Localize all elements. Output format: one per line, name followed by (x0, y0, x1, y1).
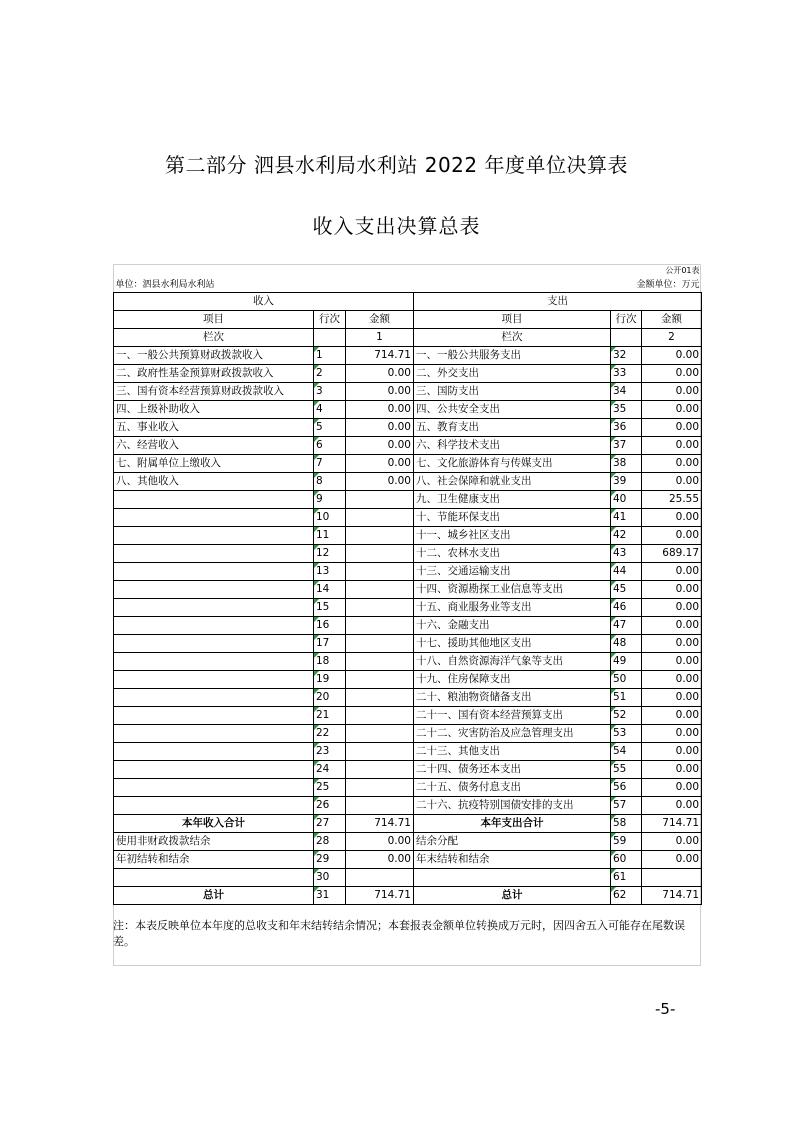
income-amount-cell (346, 527, 414, 545)
expense-item-cell: 十六、金融支出 (414, 617, 611, 635)
grand-total-income-line: 31 (314, 887, 346, 905)
expense-line-cell: 32 (611, 347, 642, 365)
table-row (114, 653, 702, 671)
income-line-cell: 17 (314, 635, 346, 653)
expense-amount-cell: 25.55 (642, 491, 702, 509)
income-line-header: 行次 (314, 311, 346, 329)
expense-line-cell: 42 (611, 527, 642, 545)
income-line-cell: 6 (314, 437, 346, 455)
income-amount-cell (346, 797, 414, 815)
expense-lanci-blank (611, 329, 642, 347)
expense-amount-cell: 0.00 (642, 383, 702, 401)
income-item-cell (114, 545, 314, 563)
table-row (114, 617, 702, 635)
table-row (114, 491, 702, 509)
table-row (114, 365, 702, 383)
income-line-cell: 18 (314, 653, 346, 671)
table-row (114, 401, 702, 419)
expense-item-cell: 十三、交通运输支出 (414, 563, 611, 581)
expense-amount-cell: 0.00 (642, 419, 702, 437)
income-item-cell (114, 617, 314, 635)
income-amount-cell (346, 653, 414, 671)
table-row (114, 689, 702, 707)
expense-line-cell: 33 (611, 365, 642, 383)
income-line-cell: 22 (314, 725, 346, 743)
page-number: -5- (655, 1000, 676, 1018)
expense-item-cell: 四、公共安全支出 (414, 401, 611, 419)
income-line-cell: 26 (314, 797, 346, 815)
income-line-cell: 30 (314, 869, 346, 887)
table-row (114, 599, 702, 617)
income-line-cell: 25 (314, 779, 346, 797)
expense-amount-cell: 0.00 (642, 797, 702, 815)
income-amount-cell (346, 743, 414, 761)
expense-line-cell: 52 (611, 707, 642, 725)
expense-item-cell: 五、教育支出 (414, 419, 611, 437)
table-row (114, 761, 702, 779)
amount-unit: 金额单位：万元 (414, 278, 702, 293)
income-line-cell: 3 (314, 383, 346, 401)
income-item-cell (114, 707, 314, 725)
income-amount-cell: 0.00 (346, 833, 414, 851)
income-total-line: 27 (314, 815, 346, 833)
income-item-cell: 七、附属单位上缴收入 (114, 455, 314, 473)
table-row (114, 725, 702, 743)
income-line-cell: 15 (314, 599, 346, 617)
income-amount-cell: 0.00 (346, 365, 414, 383)
grand-total-income-label: 总计 (114, 887, 314, 905)
income-amount-cell: 0.00 (346, 473, 414, 491)
table-row (114, 545, 702, 563)
expense-item-cell: 十、节能环保支出 (414, 509, 611, 527)
expense-line-cell: 35 (611, 401, 642, 419)
expense-item-cell: 十八、自然资源海洋气象等支出 (414, 653, 611, 671)
income-line-cell: 21 (314, 707, 346, 725)
income-lanci-value: 1 (346, 329, 414, 347)
income-amount-cell (346, 599, 414, 617)
expense-line-cell: 43 (611, 545, 642, 563)
income-amount-cell: 0.00 (346, 401, 414, 419)
income-line-cell: 20 (314, 689, 346, 707)
expense-amount-cell: 0.00 (642, 761, 702, 779)
expense-line-cell: 57 (611, 797, 642, 815)
expense-item-cell: 一、一般公共服务支出 (414, 347, 611, 365)
expense-item-cell: 二十四、债务还本支出 (414, 761, 611, 779)
expense-item-cell: 二十、粮油物资储备支出 (414, 689, 611, 707)
expense-item-cell (414, 869, 611, 887)
grand-total-expense-amount: 714.71 (642, 887, 702, 905)
table-row (114, 527, 702, 545)
expense-total-line: 58 (611, 815, 642, 833)
table-row (114, 383, 702, 401)
expense-item-cell: 九、卫生健康支出 (414, 491, 611, 509)
income-amount-cell (346, 617, 414, 635)
expense-amount-cell: 0.00 (642, 365, 702, 383)
table-row (114, 779, 702, 797)
income-item-cell (114, 527, 314, 545)
expense-amount-cell: 0.00 (642, 473, 702, 491)
expense-line-cell: 61 (611, 869, 642, 887)
income-line-cell: 28 (314, 833, 346, 851)
income-line-cell: 11 (314, 527, 346, 545)
income-item-cell (114, 869, 314, 887)
expense-line-cell: 46 (611, 599, 642, 617)
expense-item-cell: 六、科学技术支出 (414, 437, 611, 455)
expense-item-header: 项目 (414, 311, 611, 329)
expense-item-cell: 十九、住房保障支出 (414, 671, 611, 689)
income-line-cell: 9 (314, 491, 346, 509)
expense-line-cell: 40 (611, 491, 642, 509)
income-amount-cell: 0.00 (346, 419, 414, 437)
expense-amount-cell: 689.17 (642, 545, 702, 563)
page-title: 第二部分 泗县水利局水利站 2022 年度单位决算表 (165, 153, 628, 177)
expense-line-cell: 51 (611, 689, 642, 707)
income-item-cell (114, 743, 314, 761)
income-line-cell: 16 (314, 617, 346, 635)
expense-amount-cell: 0.00 (642, 779, 702, 797)
income-item-cell: 六、经营收入 (114, 437, 314, 455)
expense-line-cell: 37 (611, 437, 642, 455)
expense-line-cell: 49 (611, 653, 642, 671)
expense-amount-cell: 0.00 (642, 743, 702, 761)
table-row (114, 509, 702, 527)
income-item-cell (114, 671, 314, 689)
expense-lanci-value: 2 (642, 329, 702, 347)
expense-amount-cell: 0.00 (642, 833, 702, 851)
expense-amount-cell: 0.00 (642, 617, 702, 635)
table-row (114, 707, 702, 725)
table-row (114, 671, 702, 689)
income-item-cell: 年初结转和结余 (114, 851, 314, 869)
expense-amount-cell: 0.00 (642, 707, 702, 725)
expense-amount-cell (642, 869, 702, 887)
expense-amount-cell: 0.00 (642, 509, 702, 527)
expense-line-cell: 53 (611, 725, 642, 743)
expense-item-cell: 十七、援助其他地区支出 (414, 635, 611, 653)
income-item-cell (114, 581, 314, 599)
income-item-header: 项目 (114, 311, 314, 329)
income-amount-cell (346, 491, 414, 509)
expense-amount-cell: 0.00 (642, 527, 702, 545)
income-item-cell (114, 563, 314, 581)
grand-total-row (114, 887, 702, 905)
expense-line-cell: 55 (611, 761, 642, 779)
expense-item-cell: 八、社会保障和就业支出 (414, 473, 611, 491)
table-row (114, 455, 702, 473)
income-line-cell: 12 (314, 545, 346, 563)
expense-amount-cell: 0.00 (642, 653, 702, 671)
table-row (114, 635, 702, 653)
expense-line-cell: 41 (611, 509, 642, 527)
unit-label: 单位：泗县水利局水利站 (114, 278, 414, 293)
expense-amount-cell: 0.00 (642, 401, 702, 419)
year-total-row (114, 815, 702, 833)
expense-group-header: 支出 (414, 293, 702, 311)
expense-line-cell: 34 (611, 383, 642, 401)
table-row (114, 563, 702, 581)
income-item-cell (114, 779, 314, 797)
income-line-cell: 24 (314, 761, 346, 779)
expense-item-cell: 十一、城乡社区支出 (414, 527, 611, 545)
income-lanci-label: 栏次 (114, 329, 314, 347)
income-line-cell: 2 (314, 365, 346, 383)
expense-item-cell: 二十五、债务付息支出 (414, 779, 611, 797)
expense-line-cell: 60 (611, 851, 642, 869)
income-amount-cell (346, 779, 414, 797)
table-row (114, 473, 702, 491)
table-row (114, 743, 702, 761)
income-amount-cell (346, 563, 414, 581)
expense-amount-cell: 0.00 (642, 455, 702, 473)
expense-item-cell: 十四、资源勘探工业信息等支出 (414, 581, 611, 599)
income-amount-cell: 714.71 (346, 347, 414, 365)
expense-amount-cell: 0.00 (642, 347, 702, 365)
income-line-cell: 10 (314, 509, 346, 527)
table-row (114, 833, 702, 851)
table-row (114, 581, 702, 599)
income-line-cell: 4 (314, 401, 346, 419)
income-item-cell (114, 509, 314, 527)
expense-amount-cell: 0.00 (642, 599, 702, 617)
income-item-cell (114, 725, 314, 743)
expense-item-cell: 二十一、国有资本经营预算支出 (414, 707, 611, 725)
income-item-cell (114, 689, 314, 707)
expense-line-cell: 54 (611, 743, 642, 761)
table-row (114, 797, 702, 815)
income-amount-cell: 0.00 (346, 455, 414, 473)
table-title: 收入支出决算总表 (312, 214, 481, 238)
expense-item-cell: 十五、商业服务业等支出 (414, 599, 611, 617)
table-row (114, 437, 702, 455)
expense-lanci-label: 栏次 (414, 329, 611, 347)
expense-line-cell: 48 (611, 635, 642, 653)
expense-amount-cell: 0.00 (642, 563, 702, 581)
income-amount-cell: 0.00 (346, 383, 414, 401)
expense-item-cell: 三、国防支出 (414, 383, 611, 401)
income-item-cell: 使用非财政拨款结余 (114, 833, 314, 851)
income-item-cell (114, 599, 314, 617)
income-amount-cell: 0.00 (346, 437, 414, 455)
income-amount-cell (346, 671, 414, 689)
income-total-label: 本年收入合计 (114, 815, 314, 833)
expense-amount-header: 金额 (642, 311, 702, 329)
expense-line-cell: 38 (611, 455, 642, 473)
expense-line-cell: 39 (611, 473, 642, 491)
income-item-cell (114, 653, 314, 671)
income-amount-cell (346, 581, 414, 599)
expense-line-cell: 50 (611, 671, 642, 689)
grand-total-expense-line: 62 (611, 887, 642, 905)
expense-amount-cell: 0.00 (642, 851, 702, 869)
expense-amount-cell: 0.00 (642, 581, 702, 599)
expense-item-cell: 二、外交支出 (414, 365, 611, 383)
income-amount-cell (346, 707, 414, 725)
income-amount-header: 金额 (346, 311, 414, 329)
income-item-cell (114, 491, 314, 509)
table-row (114, 419, 702, 437)
expense-item-cell: 年末结转和结余 (414, 851, 611, 869)
income-amount-cell (346, 509, 414, 527)
grand-total-expense-label: 总计 (414, 887, 611, 905)
income-item-cell: 八、其他收入 (114, 473, 314, 491)
income-amount-cell (346, 761, 414, 779)
table-row (114, 347, 702, 365)
expense-amount-cell: 0.00 (642, 725, 702, 743)
expense-line-cell: 36 (611, 419, 642, 437)
income-line-cell: 23 (314, 743, 346, 761)
expense-line-cell: 45 (611, 581, 642, 599)
expense-amount-cell: 0.00 (642, 437, 702, 455)
expense-line-cell: 59 (611, 833, 642, 851)
grand-total-income-amount: 714.71 (346, 887, 414, 905)
table-row (114, 851, 702, 869)
table-row (114, 869, 702, 887)
table-note: 注：本表反映单位本年度的总收支和年末结转结余情况；本套报表金额单位转换成万元时，因四舍五入可能存在尾数误差。 (113, 919, 685, 948)
expense-total-label: 本年支出合计 (414, 815, 611, 833)
expense-item-cell: 二十二、灾害防治及应急管理支出 (414, 725, 611, 743)
income-item-cell (114, 797, 314, 815)
income-line-cell: 13 (314, 563, 346, 581)
income-line-cell: 1 (314, 347, 346, 365)
expense-amount-cell: 0.00 (642, 635, 702, 653)
income-group-header: 收入 (114, 293, 414, 311)
income-amount-cell (346, 545, 414, 563)
income-item-cell: 四、上级补助收入 (114, 401, 314, 419)
income-item-cell: 一、一般公共预算财政拨款收入 (114, 347, 314, 365)
expense-line-cell: 56 (611, 779, 642, 797)
income-item-cell (114, 635, 314, 653)
expense-total-amount: 714.71 (642, 815, 702, 833)
income-line-cell: 5 (314, 419, 346, 437)
expense-item-cell: 二十六、抗疫特别国债安排的支出 (414, 797, 611, 815)
income-item-cell: 五、事业收入 (114, 419, 314, 437)
income-item-cell: 二、政府性基金预算财政拨款收入 (114, 365, 314, 383)
income-item-cell: 三、国有资本经营预算财政拨款收入 (114, 383, 314, 401)
form-number: 公开01表 (665, 266, 700, 275)
income-amount-cell (346, 869, 414, 887)
expense-item-cell: 二十三、其他支出 (414, 743, 611, 761)
income-line-cell: 29 (314, 851, 346, 869)
income-line-cell: 19 (314, 671, 346, 689)
income-amount-cell (346, 635, 414, 653)
expense-amount-cell: 0.00 (642, 689, 702, 707)
income-line-cell: 14 (314, 581, 346, 599)
income-amount-cell (346, 689, 414, 707)
expense-item-cell: 十二、农林水支出 (414, 545, 611, 563)
income-lanci-blank (314, 329, 346, 347)
income-amount-cell: 0.00 (346, 851, 414, 869)
income-line-cell: 8 (314, 473, 346, 491)
income-expense-table (113, 264, 702, 905)
expense-item-cell: 七、文化旅游体育与传媒支出 (414, 455, 611, 473)
expense-line-cell: 44 (611, 563, 642, 581)
expense-line-cell: 47 (611, 617, 642, 635)
income-amount-cell (346, 725, 414, 743)
expense-item-cell: 结余分配 (414, 833, 611, 851)
income-line-cell: 7 (314, 455, 346, 473)
expense-amount-cell: 0.00 (642, 671, 702, 689)
expense-line-header: 行次 (611, 311, 642, 329)
income-total-amount: 714.71 (346, 815, 414, 833)
income-item-cell (114, 761, 314, 779)
